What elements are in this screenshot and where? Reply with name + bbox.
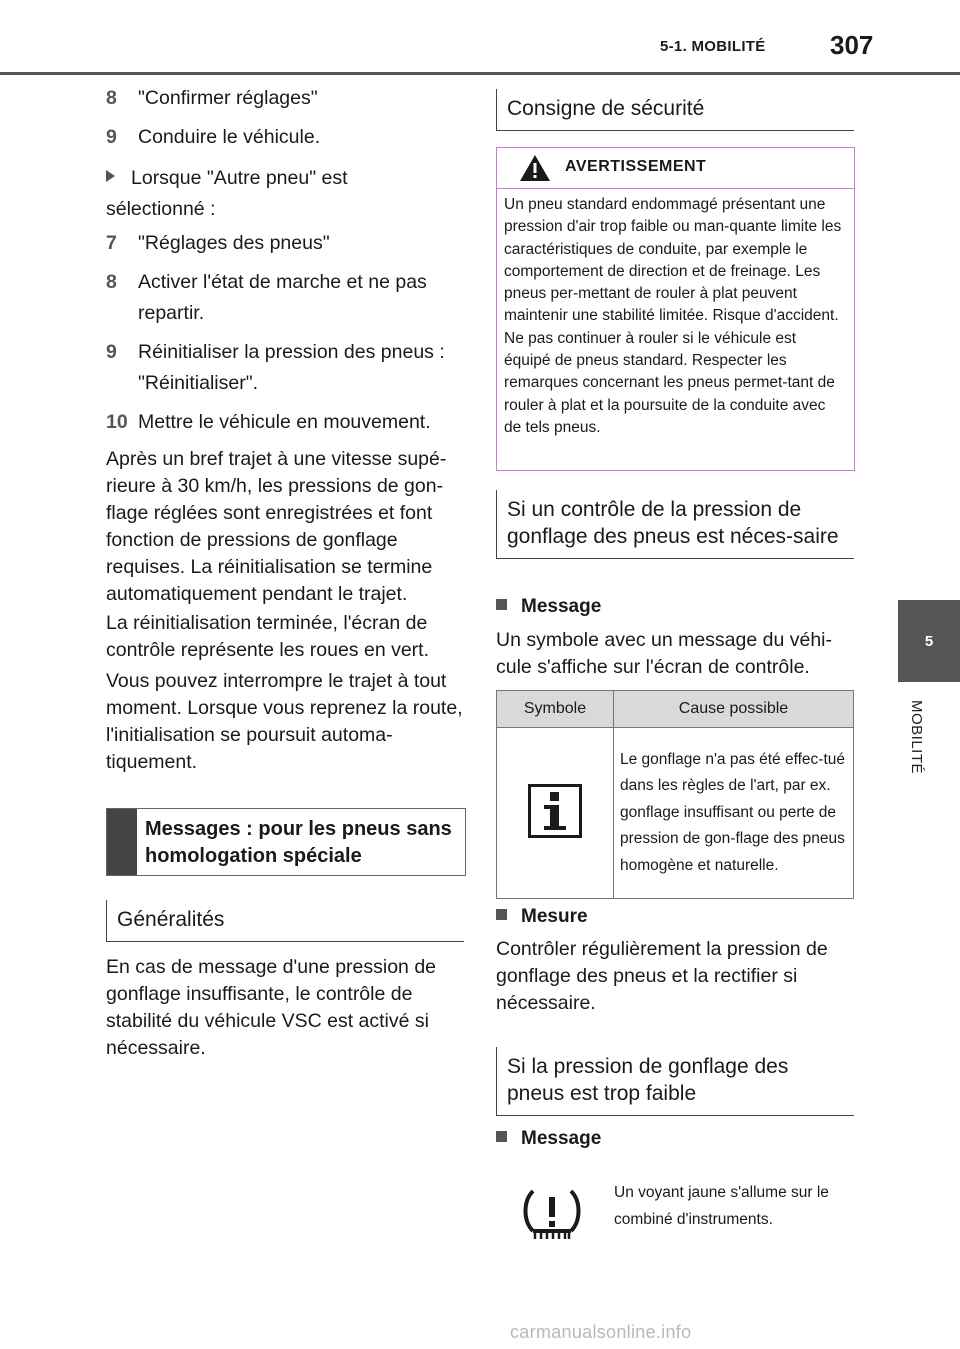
warning-text: Un pneu standard endommagé présentant une pression d'air trop faible ou man-quante limite les caractéristiques de conduite, par exemple le comportement de direction et de freinage. Les pneus per-mettant de rouler à plat peuvent maintenir une stabilité limitée. Risque d'accident. Ne pas continuer à rouler si le véhicule est équipé de pneus standard. Respecter les remarques concernant les pneus permet-tant de rouler à plat et la poursuite de la conduite avec de tels pneus.: [504, 196, 842, 436]
table-row: [497, 728, 854, 899]
paragraph-reset-done: La réinitialisation terminée, l'écran de contrôle représente les roues en vert.: [106, 612, 430, 661]
warning-box: [496, 147, 855, 471]
subheading-general: Généralités: [106, 900, 464, 942]
step-number: 9: [106, 126, 117, 148]
mesure-label-text: Mesure: [521, 906, 588, 927]
chapter-label: MOBILITÉ: [908, 700, 925, 775]
step-text: Réinitialiser la pression des pneus : "Réinitialiser".: [138, 341, 445, 394]
step-item: [106, 85, 466, 112]
message-text: Un symbole avec un message du véhi-cule s'affiche sur l'écran de contrôle.: [496, 629, 833, 678]
square-bullet-icon: [496, 909, 507, 920]
step-number: 8: [106, 87, 117, 109]
steps-group-a: [106, 85, 466, 151]
cause-cell: Le gonflage n'a pas été effec-tué dans les règles de l'art, par ex. gonflage insuffisant ou perte de pression de gon-flage des pneus homogène et naturelle.: [614, 728, 854, 899]
table-header-row: [497, 691, 854, 728]
step-item: [106, 337, 466, 399]
step-text: Mettre le véhicule en mouvement.: [138, 411, 431, 433]
paragraph-interrupt: Vous pouvez interrompre le trajet à tout moment. Lorsque vous reprenez la route, l'initialisation se poursuit automa-tiquement.: [106, 670, 463, 773]
watermark: carmanualsonline.info: [510, 1322, 692, 1342]
col-cause: Cause possible: [614, 691, 854, 728]
chapter-tab[interactable]: [898, 600, 960, 682]
case-label: [106, 163, 396, 225]
tire-pressure-warning-icon: [521, 1187, 583, 1243]
step-item: [106, 267, 466, 329]
step-text: "Réglages des pneus": [138, 232, 330, 254]
message2-label-text: Message: [521, 1128, 602, 1149]
heading-safety: Consigne de sécurité: [496, 89, 854, 131]
mesure-text: Contrôler régulièrement la pression de gonflage des pneus et la rectifier si nécessaire.: [496, 938, 828, 1014]
square-bullet-icon: [496, 1131, 507, 1142]
symbol-table: [496, 690, 854, 899]
step-number: 9: [106, 341, 117, 363]
step-item: [106, 407, 466, 438]
paragraph-vsc: En cas de message d'une pression de gonflage insuffisante, le contrôle de stabilité du véhicule VSC est activé si nécessaire.: [106, 956, 437, 1059]
step-text: "Confirmer réglages": [138, 87, 318, 109]
page-number: 307: [830, 30, 874, 60]
info-icon: [528, 784, 582, 838]
indicator-text: Un voyant jaune s'allume sur le combiné d'instruments.: [614, 1184, 829, 1228]
section-heading: Messages : pour les pneus sans homologation spéciale: [145, 818, 452, 867]
paragraph-reset: Après un bref trajet à une vitesse supé-rieure à 30 km/h, les pressions de gon-flage réglées sont enregistrées et font fonction de pressions de gonflage requises. La réinitialisation se termine automatiquement pendant le trajet.: [106, 448, 447, 605]
section-heading-box: [106, 808, 466, 876]
step-item: [106, 228, 466, 259]
step-text: Conduire le véhicule.: [138, 126, 321, 148]
heading-low-pressure: Si la pression de gonflage des pneus est trop faible: [496, 1047, 854, 1116]
step-number: 10: [106, 411, 128, 433]
section-title: 5-1. MOBILITÉ: [660, 38, 766, 55]
step-number: 8: [106, 271, 117, 293]
square-bullet-icon: [496, 599, 507, 610]
header-rule: [0, 72, 960, 75]
message-label-text: Message: [521, 596, 602, 617]
warning-triangle-icon: [519, 154, 551, 182]
triangle-bullet-icon: [106, 170, 115, 182]
steps-group-b: [106, 228, 466, 438]
step-number: 7: [106, 232, 117, 254]
col-symbol: Symbole: [497, 691, 614, 728]
step-item: [106, 124, 466, 151]
step-text: Activer l'état de marche et ne pas repartir.: [138, 271, 427, 324]
mesure-label: [496, 906, 588, 928]
symbol-cell: [497, 728, 614, 899]
heading-bar: [107, 809, 137, 875]
message2-label: [496, 1128, 601, 1150]
message-label: [496, 596, 601, 618]
case-label-text: Lorsque "Autre pneu" est sélectionné :: [106, 167, 348, 220]
warning-title: AVERTISSEMENT: [565, 158, 707, 175]
chapter-number: 5: [924, 632, 934, 650]
heading-check: Si un contrôle de la pression de gonflage des pneus est néces-saire: [496, 490, 854, 559]
warning-header: [497, 148, 854, 189]
